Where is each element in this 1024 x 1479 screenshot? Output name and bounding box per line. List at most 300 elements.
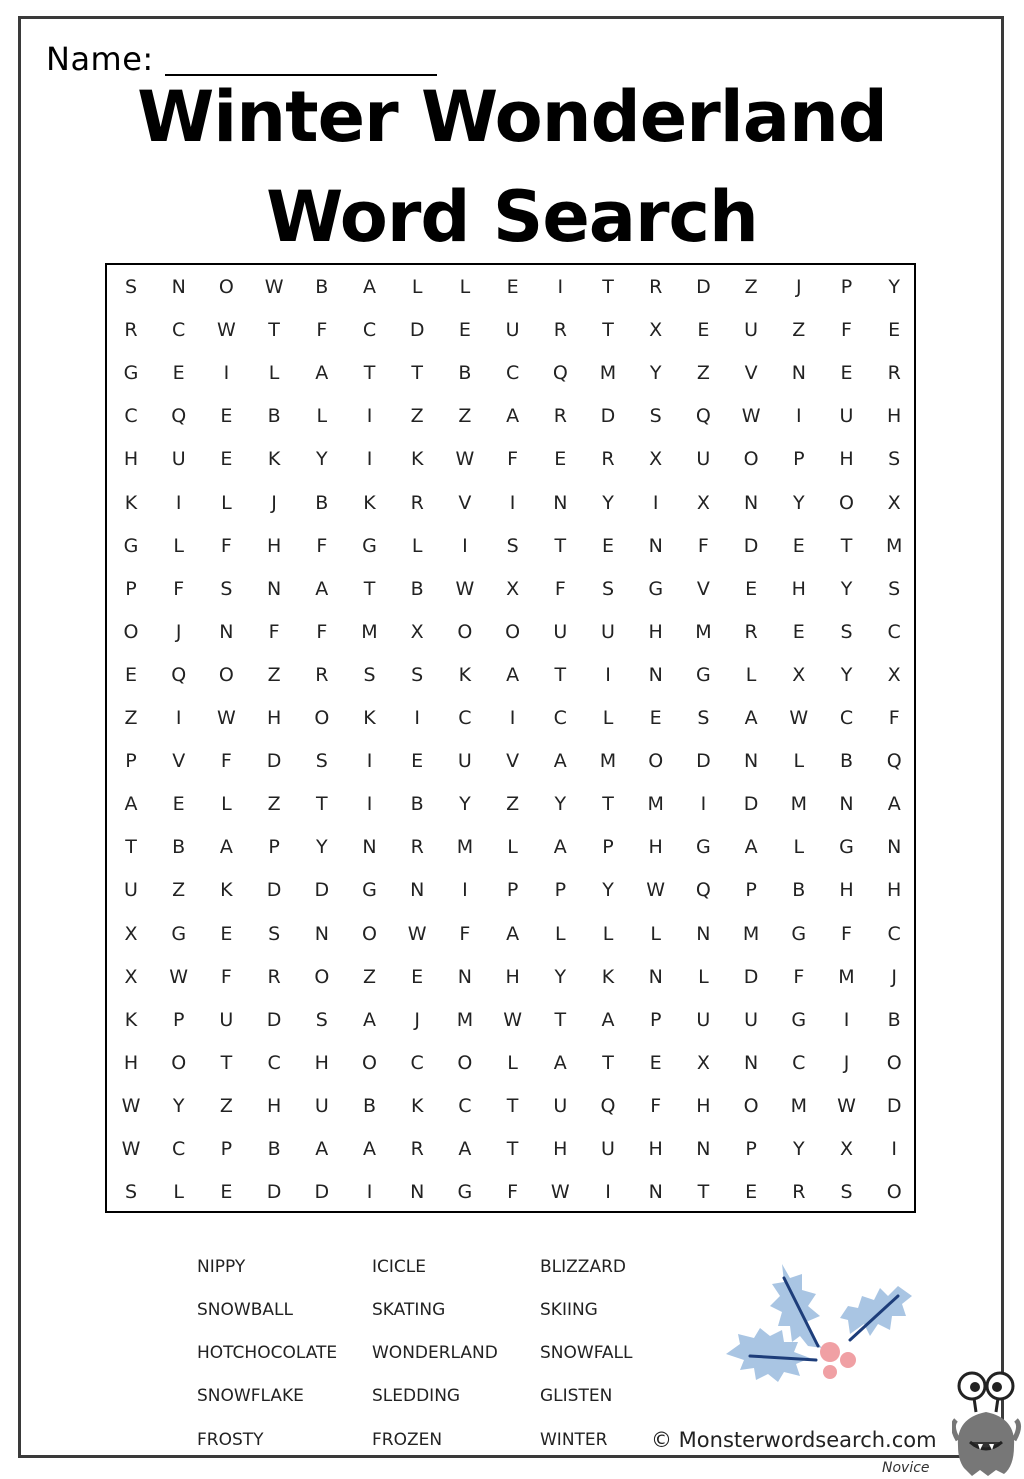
grid-cell[interactable]: T bbox=[363, 577, 376, 600]
grid-cell[interactable]: N bbox=[839, 793, 854, 816]
letter-grid[interactable] bbox=[105, 263, 916, 1213]
grid-cell[interactable]: I bbox=[652, 491, 659, 514]
grid-cell[interactable]: A bbox=[315, 1138, 329, 1160]
grid-cell[interactable]: V bbox=[458, 491, 472, 514]
grid-cell[interactable]: H bbox=[648, 836, 663, 859]
grid-cell[interactable]: H bbox=[887, 879, 902, 902]
grid-cell[interactable]: V bbox=[696, 577, 710, 600]
grid-cell[interactable]: C bbox=[458, 707, 472, 729]
grid-cell[interactable]: L bbox=[602, 922, 614, 945]
grid-cell[interactable]: Q bbox=[695, 879, 711, 902]
grid-cell[interactable]: N bbox=[887, 836, 902, 859]
grid-cell[interactable]: M bbox=[599, 362, 617, 385]
grid-cell[interactable]: A bbox=[315, 362, 329, 385]
grid-cell[interactable]: S bbox=[124, 276, 138, 298]
grid-cell[interactable]: D bbox=[696, 276, 711, 298]
grid-cell[interactable]: G bbox=[123, 534, 139, 557]
grid-cell[interactable]: K bbox=[220, 879, 233, 902]
grid-cell[interactable]: R bbox=[410, 836, 424, 859]
grid-cell[interactable]: U bbox=[314, 1094, 329, 1117]
grid-cell[interactable]: E bbox=[792, 534, 805, 557]
grid-cell[interactable]: E bbox=[888, 319, 901, 342]
grid-cell[interactable]: T bbox=[602, 276, 614, 298]
grid-cell[interactable]: Y bbox=[315, 448, 328, 471]
grid-cell[interactable]: T bbox=[602, 1051, 614, 1074]
grid-cell[interactable]: X bbox=[124, 965, 138, 988]
grid-cell[interactable]: R bbox=[267, 965, 281, 988]
grid-cell[interactable]: P bbox=[745, 879, 757, 902]
grid-cell[interactable]: E bbox=[601, 534, 614, 557]
grid-cell[interactable]: S bbox=[697, 707, 710, 729]
grid-cell[interactable]: N bbox=[266, 577, 282, 600]
grid-cell[interactable]: J bbox=[175, 620, 182, 643]
grid-cell[interactable]: Y bbox=[792, 491, 805, 514]
grid-cell[interactable]: W bbox=[121, 1138, 141, 1160]
grid-cell[interactable]: S bbox=[888, 577, 901, 600]
grid-cell[interactable]: U bbox=[601, 620, 615, 643]
grid-cell[interactable]: B bbox=[267, 405, 281, 428]
grid-cell[interactable]: B bbox=[172, 836, 186, 859]
grid-cell[interactable]: A bbox=[363, 1008, 376, 1031]
grid-cell[interactable]: Q bbox=[171, 405, 187, 428]
grid-cell[interactable]: S bbox=[220, 577, 233, 600]
grid-cell[interactable]: C bbox=[553, 707, 567, 729]
grid-cell[interactable]: P bbox=[268, 836, 280, 859]
grid-cell[interactable]: E bbox=[745, 1181, 758, 1204]
grid-cell[interactable]: I bbox=[366, 750, 373, 773]
grid-cell[interactable]: W bbox=[455, 448, 475, 471]
grid-cell[interactable]: H bbox=[123, 448, 139, 471]
grid-cell[interactable]: C bbox=[124, 405, 138, 428]
grid-cell[interactable]: O bbox=[648, 750, 664, 773]
grid-cell[interactable]: W bbox=[741, 405, 761, 428]
grid-cell[interactable]: L bbox=[173, 1181, 184, 1204]
grid-cell[interactable]: L bbox=[507, 836, 518, 859]
grid-cell[interactable]: E bbox=[840, 362, 853, 385]
grid-cell[interactable]: O bbox=[314, 965, 330, 988]
grid-cell[interactable]: O bbox=[218, 663, 234, 686]
grid-cell[interactable]: T bbox=[220, 1051, 233, 1074]
grid-cell[interactable]: L bbox=[411, 534, 423, 557]
grid-cell[interactable]: E bbox=[554, 448, 567, 471]
grid-cell[interactable]: W bbox=[216, 707, 236, 729]
grid-cell[interactable]: P bbox=[125, 750, 137, 773]
grid-cell[interactable]: F bbox=[507, 1181, 519, 1204]
grid-cell[interactable]: R bbox=[410, 1138, 424, 1160]
grid-cell[interactable]: H bbox=[648, 1138, 663, 1160]
grid-cell[interactable]: L bbox=[268, 362, 280, 385]
grid-cell[interactable]: M bbox=[456, 836, 474, 859]
grid-cell[interactable]: N bbox=[791, 362, 806, 385]
grid-cell[interactable]: R bbox=[792, 1181, 806, 1204]
grid-cell[interactable]: C bbox=[172, 319, 186, 342]
grid-cell[interactable]: V bbox=[744, 362, 758, 385]
grid-cell[interactable]: A bbox=[744, 836, 758, 859]
grid-cell[interactable]: N bbox=[696, 922, 711, 945]
grid-cell[interactable]: N bbox=[362, 836, 377, 859]
grid-cell[interactable]: A bbox=[315, 577, 329, 600]
grid-cell[interactable]: U bbox=[553, 620, 568, 643]
grid-cell[interactable]: E bbox=[697, 319, 710, 342]
grid-cell[interactable]: D bbox=[600, 405, 616, 428]
grid-cell[interactable]: I bbox=[366, 448, 373, 471]
grid-cell[interactable]: I bbox=[223, 362, 230, 385]
grid-cell[interactable]: N bbox=[171, 276, 186, 298]
grid-cell[interactable]: P bbox=[220, 1138, 233, 1160]
grid-cell[interactable]: F bbox=[316, 620, 328, 643]
grid-cell[interactable]: Z bbox=[792, 319, 806, 342]
grid-cell[interactable]: I bbox=[462, 534, 468, 557]
grid-cell[interactable]: P bbox=[745, 1138, 757, 1160]
grid-cell[interactable]: B bbox=[315, 276, 329, 298]
grid-cell[interactable]: A bbox=[744, 707, 758, 729]
grid-cell[interactable]: K bbox=[363, 491, 376, 514]
grid-cell[interactable]: B bbox=[410, 577, 424, 600]
grid-cell[interactable]: O bbox=[886, 1181, 902, 1204]
grid-cell[interactable]: T bbox=[602, 319, 614, 342]
grid-cell[interactable]: M bbox=[599, 750, 617, 773]
grid-cell[interactable]: A bbox=[363, 1138, 376, 1160]
grid-cell[interactable]: F bbox=[888, 707, 900, 729]
grid-cell[interactable]: R bbox=[553, 319, 567, 342]
grid-cell[interactable]: Z bbox=[458, 405, 472, 428]
grid-cell[interactable]: L bbox=[459, 276, 471, 298]
grid-cell[interactable]: F bbox=[459, 922, 471, 945]
grid-cell[interactable]: C bbox=[839, 707, 854, 729]
grid-cell[interactable]: C bbox=[458, 1094, 472, 1117]
grid-cell[interactable]: W bbox=[169, 965, 189, 988]
grid-cell[interactable]: T bbox=[554, 663, 567, 686]
grid-cell[interactable]: I bbox=[605, 663, 611, 686]
grid-cell[interactable]: E bbox=[458, 319, 471, 342]
grid-cell[interactable]: U bbox=[696, 448, 711, 471]
grid-cell[interactable]: U bbox=[124, 879, 138, 902]
grid-cell[interactable]: L bbox=[411, 276, 423, 298]
grid-cell[interactable]: L bbox=[555, 922, 566, 945]
grid-cell[interactable]: O bbox=[362, 1051, 377, 1074]
grid-cell[interactable]: P bbox=[840, 276, 853, 298]
grid-cell[interactable]: S bbox=[840, 620, 853, 643]
grid-cell[interactable]: Q bbox=[171, 663, 187, 686]
grid-cell[interactable]: T bbox=[363, 362, 376, 385]
grid-cell[interactable]: Q bbox=[695, 405, 711, 428]
grid-cell[interactable]: F bbox=[793, 965, 805, 988]
grid-cell[interactable]: R bbox=[124, 319, 138, 342]
grid-cell[interactable]: L bbox=[793, 750, 805, 773]
grid-cell[interactable]: A bbox=[506, 663, 520, 686]
grid-cell[interactable]: Y bbox=[554, 793, 567, 816]
grid-cell[interactable]: N bbox=[553, 491, 568, 514]
grid-cell[interactable]: Y bbox=[792, 1138, 805, 1160]
grid-cell[interactable]: H bbox=[314, 1051, 329, 1074]
grid-cell[interactable]: H bbox=[123, 1051, 139, 1074]
grid-cell[interactable]: U bbox=[171, 448, 186, 471]
grid-cell[interactable]: S bbox=[124, 1181, 138, 1204]
grid-cell[interactable]: Z bbox=[267, 663, 281, 686]
grid-cell[interactable]: L bbox=[698, 965, 709, 988]
grid-cell[interactable]: S bbox=[840, 1181, 853, 1204]
grid-cell[interactable]: L bbox=[745, 663, 757, 686]
grid-cell[interactable]: N bbox=[648, 1181, 663, 1204]
grid-cell[interactable]: G bbox=[696, 836, 711, 859]
grid-cell[interactable]: T bbox=[554, 1008, 567, 1031]
grid-cell[interactable]: O bbox=[123, 620, 139, 643]
grid-cell[interactable]: W bbox=[837, 1094, 856, 1117]
grid-cell[interactable]: L bbox=[221, 491, 232, 514]
grid-cell[interactable]: O bbox=[839, 491, 854, 514]
grid-cell[interactable]: U bbox=[553, 1094, 568, 1117]
grid-cell[interactable]: I bbox=[605, 1181, 611, 1204]
grid-cell[interactable]: F bbox=[220, 965, 232, 988]
grid-cell[interactable]: I bbox=[366, 405, 373, 428]
grid-cell[interactable]: W bbox=[121, 1094, 141, 1117]
grid-cell[interactable]: O bbox=[743, 448, 759, 471]
grid-cell[interactable]: I bbox=[175, 707, 182, 729]
grid-cell[interactable]: M bbox=[647, 793, 664, 816]
grid-cell[interactable]: T bbox=[315, 793, 328, 816]
grid-cell[interactable]: C bbox=[172, 1138, 186, 1160]
grid-cell[interactable]: O bbox=[218, 276, 234, 298]
grid-cell[interactable]: F bbox=[220, 534, 232, 557]
grid-cell[interactable]: O bbox=[886, 1051, 902, 1074]
grid-cell[interactable]: E bbox=[172, 793, 185, 816]
grid-cell[interactable]: Z bbox=[172, 879, 186, 902]
grid-cell[interactable]: T bbox=[411, 362, 423, 385]
grid-cell[interactable]: M bbox=[695, 620, 712, 643]
grid-cell[interactable]: V bbox=[172, 750, 186, 773]
grid-cell[interactable]: H bbox=[839, 448, 854, 471]
grid-cell[interactable]: I bbox=[509, 491, 516, 514]
grid-cell[interactable]: T bbox=[697, 1181, 710, 1204]
grid-cell[interactable]: H bbox=[266, 534, 282, 557]
grid-cell[interactable]: W bbox=[407, 922, 427, 945]
grid-cell[interactable]: T bbox=[506, 1094, 519, 1117]
grid-cell[interactable]: I bbox=[795, 405, 802, 428]
grid-cell[interactable]: L bbox=[221, 793, 232, 816]
grid-cell[interactable]: N bbox=[743, 1051, 759, 1074]
grid-cell[interactable]: D bbox=[886, 1094, 902, 1117]
grid-cell[interactable]: M bbox=[838, 965, 855, 988]
grid-cell[interactable]: M bbox=[742, 922, 760, 945]
grid-cell[interactable]: G bbox=[791, 922, 807, 945]
grid-cell[interactable]: U bbox=[457, 750, 472, 773]
grid-cell[interactable]: A bbox=[506, 405, 520, 428]
grid-cell[interactable]: B bbox=[410, 793, 424, 816]
grid-cell[interactable]: I bbox=[366, 1181, 373, 1204]
grid-cell[interactable]: N bbox=[696, 1138, 711, 1160]
grid-cell[interactable]: O bbox=[457, 1051, 473, 1074]
grid-cell[interactable]: Z bbox=[267, 793, 281, 816]
grid-cell[interactable]: I bbox=[175, 491, 182, 514]
grid-cell[interactable]: S bbox=[268, 922, 281, 945]
grid-cell[interactable]: X bbox=[124, 922, 138, 945]
grid-cell[interactable]: I bbox=[843, 1008, 850, 1031]
grid-cell[interactable]: E bbox=[220, 448, 233, 471]
grid-cell[interactable]: Y bbox=[602, 879, 614, 902]
grid-cell[interactable]: J bbox=[271, 491, 277, 514]
grid-cell[interactable]: C bbox=[410, 1051, 424, 1074]
grid-cell[interactable]: H bbox=[505, 965, 520, 988]
grid-cell[interactable]: Y bbox=[840, 577, 853, 600]
grid-cell[interactable]: S bbox=[601, 577, 615, 600]
grid-cell[interactable]: R bbox=[649, 276, 663, 298]
grid-cell[interactable]: E bbox=[792, 620, 805, 643]
grid-cell[interactable]: V bbox=[506, 750, 520, 773]
grid-cell[interactable]: S bbox=[315, 1008, 328, 1031]
grid-cell[interactable]: B bbox=[839, 750, 854, 773]
grid-cell[interactable]: E bbox=[649, 1051, 662, 1074]
grid-cell[interactable]: H bbox=[887, 405, 902, 428]
grid-cell[interactable]: Q bbox=[886, 750, 902, 773]
grid-cell[interactable]: T bbox=[602, 793, 614, 816]
grid-cell[interactable]: E bbox=[745, 577, 758, 600]
grid-cell[interactable]: D bbox=[314, 879, 330, 902]
grid-cell[interactable]: X bbox=[696, 1051, 710, 1074]
grid-cell[interactable]: Y bbox=[649, 362, 662, 385]
grid-cell[interactable]: G bbox=[648, 577, 664, 600]
grid-cell[interactable]: K bbox=[410, 448, 424, 471]
grid-cell[interactable]: L bbox=[173, 534, 184, 557]
grid-cell[interactable]: G bbox=[791, 1008, 807, 1031]
grid-cell[interactable]: G bbox=[457, 1181, 473, 1204]
grid-cell[interactable]: S bbox=[649, 405, 662, 428]
grid-cell[interactable]: W bbox=[550, 1181, 570, 1204]
grid-cell[interactable]: Y bbox=[554, 965, 567, 988]
grid-cell[interactable]: D bbox=[314, 1181, 330, 1204]
grid-cell[interactable]: K bbox=[124, 491, 138, 514]
grid-cell[interactable]: J bbox=[414, 1008, 420, 1031]
grid-cell[interactable]: H bbox=[266, 707, 282, 729]
grid-cell[interactable]: N bbox=[219, 620, 234, 643]
grid-cell[interactable]: B bbox=[315, 491, 329, 514]
grid-cell[interactable]: F bbox=[173, 577, 185, 600]
grid-cell[interactable]: Y bbox=[315, 836, 328, 859]
grid-cell[interactable]: K bbox=[410, 1094, 424, 1117]
grid-cell[interactable]: P bbox=[649, 1008, 662, 1031]
grid-cell[interactable]: N bbox=[648, 663, 663, 686]
grid-cell[interactable]: X bbox=[649, 319, 663, 342]
grid-cell[interactable]: K bbox=[267, 448, 281, 471]
grid-cell[interactable]: X bbox=[887, 663, 901, 686]
grid-cell[interactable]: F bbox=[554, 577, 566, 600]
grid-cell[interactable]: O bbox=[457, 620, 473, 643]
grid-cell[interactable]: S bbox=[315, 750, 328, 773]
grid-cell[interactable]: A bbox=[458, 1138, 472, 1160]
grid-cell[interactable]: I bbox=[700, 793, 707, 816]
grid-cell[interactable]: U bbox=[505, 319, 520, 342]
grid-cell[interactable]: X bbox=[410, 620, 424, 643]
grid-cell[interactable]: U bbox=[839, 405, 854, 428]
grid-cell[interactable]: C bbox=[887, 922, 901, 945]
grid-cell[interactable]: R bbox=[744, 620, 758, 643]
grid-cell[interactable]: D bbox=[743, 965, 759, 988]
grid-cell[interactable]: D bbox=[743, 793, 759, 816]
grid-cell[interactable]: H bbox=[839, 879, 854, 902]
grid-cell[interactable]: F bbox=[507, 448, 519, 471]
grid-cell[interactable]: P bbox=[554, 879, 567, 902]
grid-cell[interactable]: Z bbox=[696, 362, 710, 385]
grid-cell[interactable]: D bbox=[743, 534, 759, 557]
grid-cell[interactable]: R bbox=[315, 663, 329, 686]
grid-cell[interactable]: R bbox=[553, 405, 567, 428]
grid-cell[interactable]: F bbox=[220, 750, 232, 773]
grid-cell[interactable]: K bbox=[458, 663, 472, 686]
grid-cell[interactable]: Y bbox=[172, 1094, 185, 1117]
grid-cell[interactable]: N bbox=[314, 922, 329, 945]
grid-cell[interactable]: A bbox=[124, 793, 138, 816]
grid-cell[interactable]: O bbox=[743, 1094, 759, 1117]
grid-cell[interactable]: B bbox=[362, 1094, 377, 1117]
grid-cell[interactable]: D bbox=[409, 319, 425, 342]
grid-cell[interactable]: J bbox=[891, 965, 897, 988]
grid-cell[interactable]: R bbox=[601, 448, 615, 471]
grid-cell[interactable]: B bbox=[792, 879, 806, 902]
grid-cell[interactable]: H bbox=[266, 1094, 282, 1117]
grid-cell[interactable]: A bbox=[553, 1051, 567, 1074]
grid-cell[interactable]: X bbox=[506, 577, 520, 600]
grid-cell[interactable]: M bbox=[361, 620, 378, 643]
grid-cell[interactable]: X bbox=[696, 491, 710, 514]
grid-cell[interactable]: I bbox=[366, 793, 373, 816]
grid-cell[interactable]: A bbox=[887, 793, 901, 816]
grid-cell[interactable]: W bbox=[503, 1008, 522, 1031]
grid-cell[interactable]: C bbox=[792, 1051, 806, 1074]
grid-cell[interactable]: F bbox=[316, 319, 328, 342]
grid-cell[interactable]: I bbox=[414, 707, 420, 729]
grid-cell[interactable]: X bbox=[839, 1138, 854, 1160]
grid-cell[interactable]: W bbox=[264, 276, 284, 298]
grid-cell[interactable]: M bbox=[456, 1008, 474, 1031]
grid-cell[interactable]: F bbox=[697, 534, 709, 557]
grid-cell[interactable]: A bbox=[506, 922, 520, 945]
grid-cell[interactable]: O bbox=[171, 1051, 187, 1074]
grid-cell[interactable]: Z bbox=[744, 276, 758, 298]
grid-cell[interactable]: G bbox=[696, 663, 711, 686]
grid-cell[interactable]: F bbox=[841, 922, 852, 945]
grid-cell[interactable]: H bbox=[553, 1138, 568, 1160]
grid-cell[interactable]: Y bbox=[888, 276, 900, 298]
grid-cell[interactable]: B bbox=[887, 1008, 901, 1031]
grid-cell[interactable]: G bbox=[839, 836, 854, 859]
grid-cell[interactable]: Y bbox=[602, 491, 614, 514]
grid-cell[interactable]: X bbox=[649, 448, 663, 471]
grid-cell[interactable]: E bbox=[220, 405, 233, 428]
grid-cell[interactable]: P bbox=[602, 836, 614, 859]
grid-cell[interactable]: Z bbox=[410, 405, 424, 428]
grid-cell[interactable]: Q bbox=[552, 362, 568, 385]
grid-cell[interactable]: T bbox=[125, 836, 137, 859]
grid-cell[interactable]: L bbox=[316, 405, 328, 428]
grid-cell[interactable]: I bbox=[509, 707, 516, 729]
grid-cell[interactable]: C bbox=[362, 319, 377, 342]
grid-cell[interactable]: G bbox=[171, 922, 187, 945]
grid-cell[interactable]: X bbox=[792, 663, 806, 686]
grid-cell[interactable]: I bbox=[462, 879, 468, 902]
grid-cell[interactable]: G bbox=[362, 879, 377, 902]
grid-cell[interactable]: U bbox=[744, 319, 759, 342]
grid-cell[interactable]: S bbox=[363, 663, 376, 686]
grid-cell[interactable]: O bbox=[505, 620, 521, 643]
grid-cell[interactable]: M bbox=[790, 793, 807, 816]
grid-cell[interactable]: L bbox=[602, 707, 614, 729]
grid-cell[interactable]: D bbox=[266, 879, 282, 902]
grid-cell[interactable]: W bbox=[646, 879, 666, 902]
grid-cell[interactable]: E bbox=[220, 1181, 233, 1204]
grid-cell[interactable]: F bbox=[268, 620, 280, 643]
grid-cell[interactable]: B bbox=[267, 1138, 281, 1160]
grid-cell[interactable]: F bbox=[316, 534, 328, 557]
grid-cell[interactable]: E bbox=[411, 750, 424, 773]
